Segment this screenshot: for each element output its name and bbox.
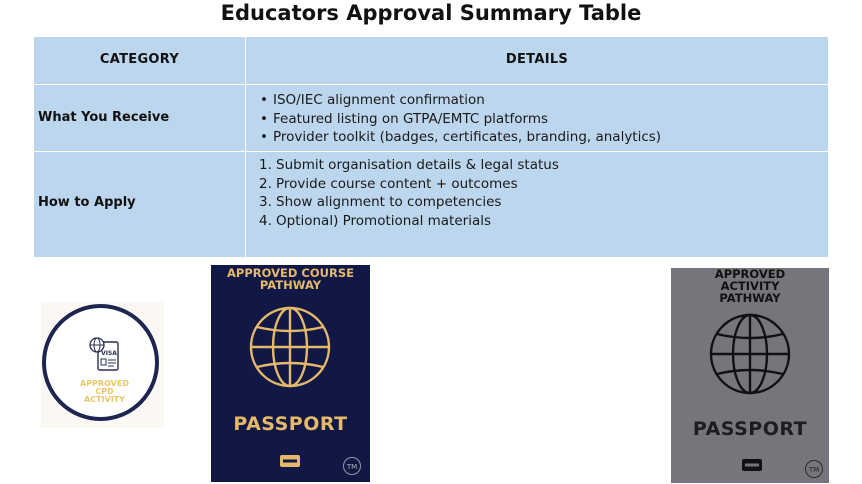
step-number: 4. bbox=[259, 212, 272, 229]
passport-word: PASSPORT bbox=[233, 413, 348, 435]
column-header-category: CATEGORY bbox=[99, 52, 180, 67]
tm-label: TM bbox=[346, 463, 358, 471]
heading-line: ACTIVITY bbox=[720, 279, 780, 293]
list-item bbox=[259, 156, 559, 175]
passport-word: PASSPORT bbox=[692, 418, 808, 440]
step-text: Optional) Promotional materials bbox=[276, 212, 492, 229]
badge-line: CPD bbox=[95, 387, 114, 396]
table-header-row bbox=[34, 37, 828, 85]
step-text: Show alignment to competencies bbox=[276, 194, 502, 211]
step-number: 1. bbox=[259, 157, 272, 173]
heading-line: APPROVED COURSE bbox=[227, 266, 354, 280]
list-item bbox=[259, 193, 559, 212]
tm-label: TM bbox=[808, 466, 820, 474]
approved-cpd-activity-badge bbox=[41, 302, 164, 428]
steps-list bbox=[259, 156, 559, 230]
table-row bbox=[34, 152, 828, 257]
details-list bbox=[273, 91, 661, 147]
column-divider bbox=[245, 37, 246, 257]
trademark-icon bbox=[804, 459, 824, 479]
passport-heading bbox=[211, 267, 370, 291]
visa-passport-icon bbox=[88, 334, 122, 374]
badge-label bbox=[46, 380, 163, 404]
step-number: 3. bbox=[259, 194, 272, 211]
passport-heading bbox=[671, 268, 829, 304]
approved-course-pathway-passport bbox=[211, 265, 370, 482]
badge-line: APPROVED bbox=[80, 379, 129, 388]
visa-label: VISA bbox=[101, 350, 117, 357]
list-item: • Featured listing on GTPA/EMTC platforms bbox=[273, 110, 661, 129]
heading-line: APPROVED bbox=[714, 267, 786, 281]
chip-icon bbox=[279, 454, 301, 468]
list-item: • ISO/IEC alignment confirmation bbox=[273, 91, 661, 110]
step-number: 2. bbox=[259, 175, 272, 192]
step-text: Provide course content + outcomes bbox=[276, 175, 518, 192]
heading-line: PATHWAY bbox=[719, 291, 781, 305]
trademark-icon bbox=[342, 456, 362, 476]
chip-icon bbox=[741, 458, 763, 472]
table-row bbox=[34, 85, 828, 152]
column-header-details: DETAILS bbox=[505, 52, 569, 67]
approved-activity-pathway-passport bbox=[671, 268, 829, 483]
globe-icon bbox=[248, 305, 332, 389]
step-text: Submit organisation details & legal status bbox=[276, 157, 559, 173]
badge-ring bbox=[42, 304, 159, 421]
summary-table bbox=[34, 37, 828, 257]
list-item bbox=[259, 175, 559, 194]
heading-line: PATHWAY bbox=[259, 278, 322, 292]
globe-icon bbox=[708, 312, 792, 396]
category-cell: What You Receive bbox=[38, 110, 170, 125]
page-title: Educators Approval Summary Table bbox=[220, 1, 642, 25]
list-item bbox=[259, 212, 559, 231]
list-item: • Provider toolkit (badges, certificates, branding, analytics) bbox=[273, 128, 661, 147]
badge-line: ACTIVITY bbox=[84, 395, 125, 404]
category-cell: How to Apply bbox=[38, 195, 136, 210]
